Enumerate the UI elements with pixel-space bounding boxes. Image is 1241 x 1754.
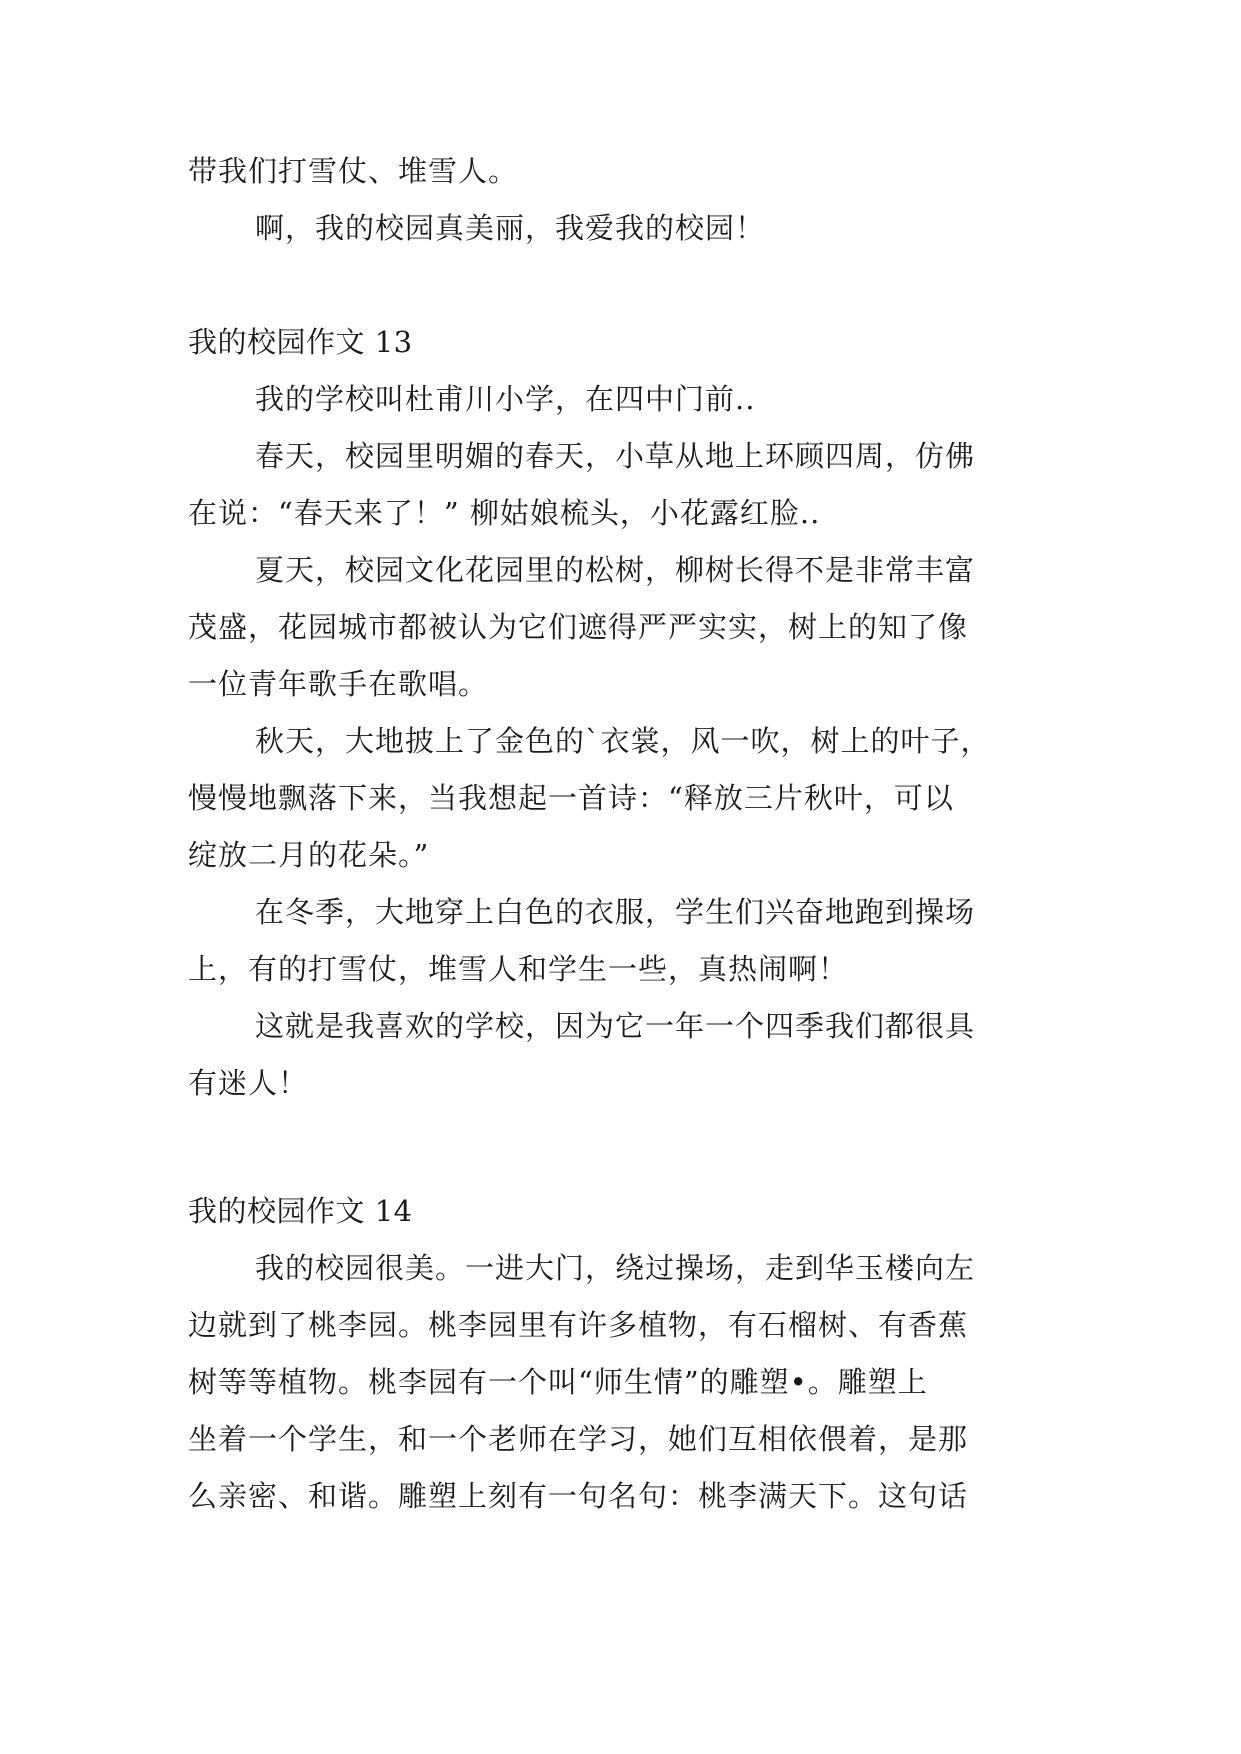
paragraph-line: 么亲密、和谐。雕塑上刻有一句名句：桃李满天下。这句话 — [188, 1479, 969, 1513]
paragraph-line: 一位青年歌手在歌唱。 — [188, 667, 489, 701]
paragraph-line: 这就是我喜欢的学校，因为它一年一个四季我们都很具 — [255, 1009, 976, 1043]
paragraph-line: 坐着一个学生，和一个老师在学习，她们互相依偎着，是那 — [188, 1422, 969, 1456]
paragraph-line: 在冬季，大地穿上白色的衣服，学生们兴奋地跑到操场 — [255, 895, 976, 929]
paragraph-line: 在说：“春天来了！” 柳姑娘梳头，小花露红脸.. — [188, 496, 821, 530]
paragraph-line: 绽放二月的花朵。” — [188, 838, 430, 872]
paragraph-line: 有迷人！ — [188, 1066, 309, 1100]
paragraph-line: 树等等植物。桃李园有一个叫“师生情”的雕塑•。雕塑上 — [188, 1365, 928, 1399]
paragraph-line: 上，有的打雪仗，堆雪人和学生一些，真热闹啊！ — [188, 952, 849, 986]
paragraph-line: 春天，校园里明媚的春天，小草从地上环顾四周，仿佛 — [255, 439, 976, 473]
paragraph-line: 茂盛，花园城市都被认为它们遮得严严实实，树上的知了像 — [188, 610, 969, 644]
paragraph-line: 夏天，校园文化花园里的松树，柳树长得不是非常丰富 — [255, 553, 976, 587]
paragraph-line: 带我们打雪仗、堆雪人。 — [188, 154, 519, 188]
paragraph-line: 秋天，大地披上了金色的`衣裳，风一吹，树上的叶子， — [255, 724, 991, 758]
section-heading: 我的校园作文 13 — [188, 325, 413, 359]
paragraph-line: 边就到了桃李园。桃李园里有许多植物，有石榴树、有香蕉 — [188, 1308, 969, 1342]
paragraph-line: 我的校园很美。一进大门，绕过操场，走到华玉楼向左 — [255, 1251, 976, 1285]
paragraph-line: 慢慢地飘落下来，当我想起一首诗：“释放三片秋叶，可以 — [188, 781, 954, 815]
paragraph-line: 我的学校叫杜甫川小学，在四中门前.. — [255, 382, 756, 416]
paragraph-line: 啊，我的校园真美丽，我爱我的校园！ — [255, 211, 766, 245]
section-heading: 我的校园作文 14 — [188, 1194, 413, 1228]
